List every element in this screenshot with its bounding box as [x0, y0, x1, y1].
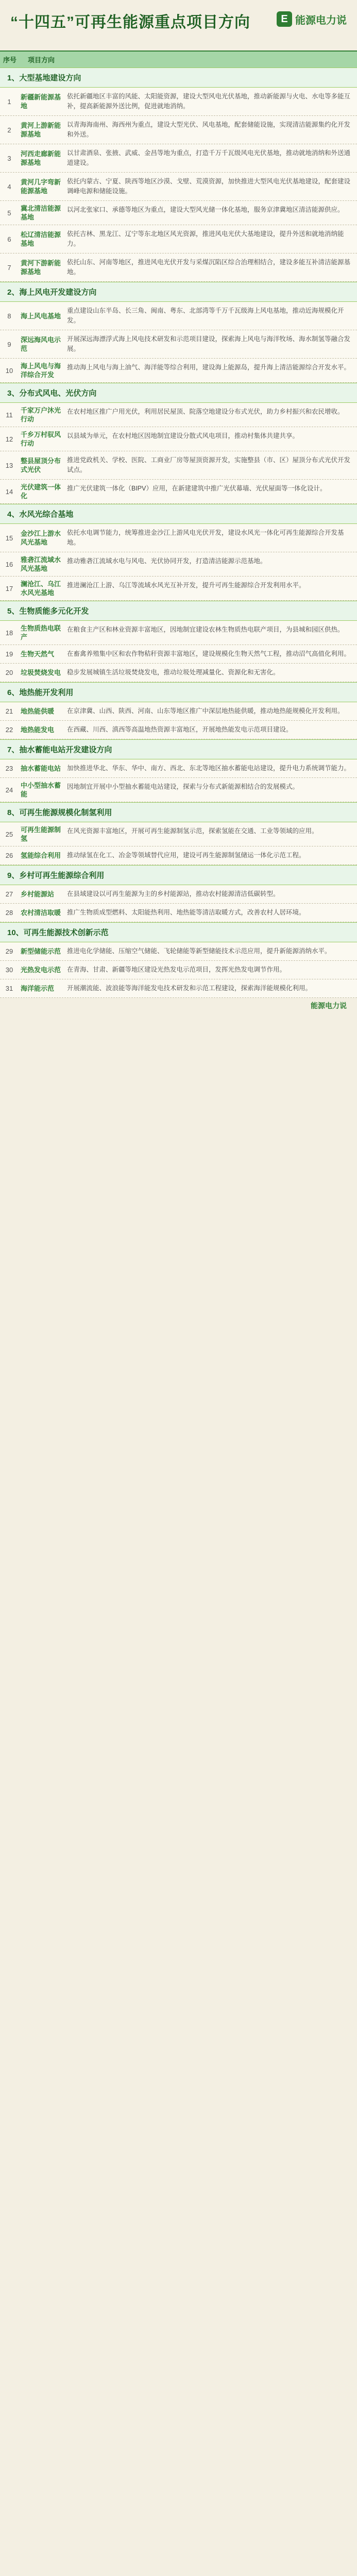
- column-header: [0, 50, 357, 67]
- row-direction: 千家万户沐光行动: [21, 406, 61, 423]
- row-number: 9: [7, 340, 11, 348]
- row-direction: 黄河上游新能源基地: [21, 122, 61, 138]
- row-number: 28: [5, 909, 13, 917]
- row-number: 3: [7, 154, 11, 162]
- row-description: 推进电化学储能、压缩空气储能、飞轮储能等新型储能技术示范应用，提升新能源消纳水平。: [67, 947, 331, 955]
- table-row: [0, 942, 357, 961]
- row-description: 在京津冀、山西、陕西、河南、山东等地区推广中深层地热能供暖，推动地热能规模化开发利用。: [67, 707, 344, 715]
- row-number: 4: [7, 182, 11, 191]
- table-row: [0, 524, 357, 552]
- sections: [0, 67, 357, 998]
- table-row: [0, 904, 357, 922]
- table-row: [0, 961, 357, 979]
- table-row: [0, 552, 357, 577]
- section-title: 6、地热能开发利用: [0, 682, 357, 702]
- row-description: 在西藏、川西、滇西等高温地热资源丰富地区，开展地热能发电示范项目建设。: [67, 726, 293, 733]
- row-description: 开展深远海漂浮式海上风电技术研发和示范项目建设，探索海上风电与海洋牧场、海水制氢等融合发展。: [67, 335, 351, 352]
- row-description: 因地制宜开展中小型抽水蓄能电站建设，探索与分布式新能源相结合的发展模式。: [67, 783, 299, 790]
- column-direction: 项目方向: [28, 56, 55, 64]
- row-description: 依托山东、河南等地区，推进风电光伏开发与采煤沉陷区综合治理相结合，建设多能互补清洁能源基地。: [67, 259, 351, 276]
- row-direction: 生物质热电联产: [21, 624, 61, 641]
- header: [0, 0, 357, 50]
- table-row: [0, 822, 357, 846]
- row-direction: 澜沧江、乌江水风光基地: [21, 580, 61, 597]
- row-direction: 中小型抽水蓄能: [21, 782, 61, 798]
- row-description: 在畜禽养殖集中区和农作物秸秆资源丰富地区，建设规模化生物天然气工程，推动沼气高值化利用。: [67, 650, 351, 657]
- row-number: 27: [5, 890, 13, 898]
- section-title: 4、水风光综合基地: [0, 504, 357, 524]
- row-number: 29: [5, 947, 13, 955]
- row-description: 推动绿氢在化工、冶金等领域替代应用，建设可再生能源制氢储运一体化示范工程。: [67, 852, 305, 859]
- table-row: [0, 577, 357, 601]
- table-row: [0, 645, 357, 664]
- row-direction: 地热能供暖: [21, 707, 55, 715]
- row-number: 21: [5, 707, 13, 715]
- table-row: [0, 330, 357, 359]
- row-number: 8: [7, 312, 11, 320]
- row-direction: 黄河下游新能源基地: [21, 259, 61, 276]
- row-description: 以河北张家口、承德等地区为重点，建设大型风光储一体化基地，服务京津冀地区清洁能源供应。: [67, 206, 344, 213]
- table-row: [0, 979, 357, 998]
- row-description: 加快推进华北、华东、华中、南方、西北、东北等地区抽水蓄能电站建设，提升电力系统调节能力。: [67, 765, 351, 772]
- row-direction: 垃圾焚烧发电: [21, 669, 61, 676]
- row-number: 22: [5, 726, 13, 734]
- table-row: [0, 702, 357, 721]
- row-direction: 新型储能示范: [21, 947, 61, 955]
- row-direction: 可再生能源制氢: [21, 826, 61, 842]
- row-direction: 海上风电与海洋综合开发: [21, 362, 61, 379]
- table-row: [0, 116, 357, 144]
- row-direction: 抽水蓄能电站: [21, 765, 61, 772]
- table-row: [0, 253, 357, 282]
- row-number: 11: [6, 411, 13, 419]
- row-number: 1: [7, 97, 11, 106]
- row-direction: 松辽清洁能源基地: [21, 231, 61, 247]
- row-number: 15: [5, 534, 13, 542]
- table-row: [0, 759, 357, 778]
- row-direction: 雅砻江流域水风光基地: [21, 556, 61, 572]
- row-number: 30: [5, 966, 13, 974]
- section-title: 9、乡村可再生能源综合利用: [0, 865, 357, 885]
- row-number: 25: [5, 830, 13, 838]
- row-number: 26: [5, 852, 13, 859]
- row-direction: 氢能综合利用: [21, 852, 61, 859]
- row-description: 开展潮流能、波浪能等海洋能发电技术研发和示范工程建设，探索海洋能规模化利用。: [67, 985, 312, 992]
- row-description: 依托水电调节能力，统筹推进金沙江上游风电光伏开发，建设水风光一体化可再生能源综合开发基地。: [67, 529, 344, 546]
- row-description: 在青海、甘肃、新疆等地区建设光热发电示范项目，发挥光热发电调节作用。: [67, 966, 286, 973]
- logo: [277, 11, 347, 27]
- footer-brand: 能源电力说: [311, 1002, 347, 1010]
- row-direction: 新疆新能源基地: [21, 93, 61, 110]
- section-title: 1、大型基地建设方向: [0, 67, 357, 88]
- logo-text: 能源电力说: [295, 14, 347, 26]
- row-direction: 千乡万村驭风行动: [21, 431, 61, 447]
- section-title: 7、抽水蓄能电站开发建设方向: [0, 739, 357, 759]
- row-number: 5: [7, 209, 11, 217]
- section-title: 2、海上风电开发建设方向: [0, 282, 357, 302]
- section-title: 10、可再生能源技术创新示范: [0, 922, 357, 942]
- table-row: [0, 721, 357, 739]
- row-number: 7: [7, 263, 11, 272]
- table-row: [0, 846, 357, 865]
- column-no: 序号: [3, 56, 17, 64]
- column-description: [72, 52, 357, 67]
- row-number: 24: [5, 786, 13, 794]
- table-row: [0, 403, 357, 427]
- table-row: [0, 201, 357, 225]
- row-description: 推广生物质成型燃料、太阳能热利用、地热能等清洁取暖方式，改善农村人居环境。: [67, 909, 305, 916]
- row-direction: 黄河几字弯新能源基地: [21, 178, 61, 195]
- row-description: 以县域为单元，在农村地区因地制宜建设分散式风电项目，推动村集体共建共享。: [67, 432, 299, 439]
- section-title: 5、生物质能多元化开发: [0, 601, 357, 621]
- row-direction: 冀北清洁能源基地: [21, 205, 61, 221]
- row-description: 以青海海南州、海西州为重点，建设大型光伏、风电基地，配套储能设施，实现清洁能源集约化开发和外送。: [67, 121, 351, 138]
- table-row: [0, 173, 357, 201]
- row-description: 在县域建设以可再生能源为主的乡村能源站，推动农村能源清洁低碳转型。: [67, 890, 280, 897]
- row-description: 在风光资源丰富地区，开展可再生能源制氢示范，探索氢能在交通、工业等领域的应用。: [67, 827, 318, 835]
- row-direction: 生物天然气: [21, 650, 55, 658]
- row-number: 6: [7, 235, 11, 243]
- row-number: 10: [5, 366, 13, 375]
- table-row: [0, 427, 357, 451]
- row-description: 在粮食主产区和林业资源丰富地区，因地制宜建设农林生物质热电联产项目，为县城和园区供热。: [67, 626, 344, 633]
- row-direction: 乡村能源站: [21, 890, 55, 898]
- row-description: 依托内蒙古、宁夏、陕西等地区沙漠、戈壁、荒漠资源，加快推进大型风电光伏基地建设，配套建设调峰电源和储能设施。: [67, 178, 351, 195]
- row-direction: 地热能发电: [21, 726, 55, 734]
- table-row: [0, 302, 357, 330]
- row-number: 13: [5, 461, 13, 469]
- row-description: 推进澜沧江上游、乌江等流域水风光互补开发，提升可再生能源综合开发利用水平。: [67, 582, 305, 589]
- row-direction: 海上风电基地: [21, 312, 61, 320]
- row-description: 推动海上风电与海上油气、海洋能等综合利用，建设海上能源岛，提升海上清洁能源综合开发水平。: [67, 364, 351, 371]
- footer: [0, 998, 357, 1013]
- logo-icon: E: [277, 11, 292, 27]
- section-title: 3、分布式风电、光伏方向: [0, 383, 357, 403]
- row-number: 23: [5, 765, 13, 772]
- row-number: 20: [5, 669, 13, 676]
- row-direction: 光伏建筑一体化: [21, 483, 61, 500]
- row-number: 14: [5, 487, 13, 496]
- row-description: 在农村地区推广户用光伏，利用居民屋顶、院落空地建设分布式光伏，助力乡村振兴和农民增收。: [67, 408, 344, 415]
- row-direction: 整县屋顶分布式光伏: [21, 457, 61, 473]
- page-title: “十四五”可再生能源重点项目方向: [10, 14, 250, 31]
- table-row: [0, 664, 357, 682]
- row-description: 依托新疆地区丰富的风能、太阳能资源，建设大型风电光伏基地，推动新能源与火电、水电等多能互补，提高新能源外送比例，促进就地消纳。: [67, 93, 351, 110]
- page: [0, 0, 357, 1013]
- row-direction: 河西走廊新能源基地: [21, 150, 61, 166]
- row-direction: 海洋能示范: [21, 985, 55, 992]
- table-row: [0, 451, 357, 480]
- row-description: 推动雅砻江流域水电与风电、光伏协同开发，打造清洁能源示范基地。: [67, 557, 267, 565]
- row-number: 31: [5, 985, 13, 992]
- row-description: 以甘肃酒泉、张掖、武威、金昌等地为重点，打造千万千瓦级风电光伏基地，推动就地消纳和外送通道建设。: [67, 149, 351, 166]
- row-number: 17: [5, 584, 13, 592]
- row-direction: 金沙江上游水风光基地: [21, 530, 61, 546]
- table-row: [0, 778, 357, 802]
- table-row: [0, 225, 357, 253]
- row-description: 稳步发展城镇生活垃圾焚烧发电，推动垃圾处理减量化、资源化和无害化。: [67, 669, 280, 676]
- row-number: 18: [5, 629, 13, 637]
- row-number: 2: [7, 126, 11, 134]
- table-row: [0, 88, 357, 116]
- row-number: 16: [5, 560, 13, 568]
- row-number: 19: [5, 650, 13, 658]
- row-direction: 光热发电示范: [21, 966, 61, 974]
- table-row: [0, 480, 357, 504]
- table-row: [0, 885, 357, 904]
- section-title: 8、可再生能源规模化制氢利用: [0, 802, 357, 822]
- row-number: 12: [5, 435, 13, 443]
- table-row: [0, 359, 357, 383]
- table-row: [0, 144, 357, 173]
- row-description: 重点建设山东半岛、长三角、闽南、粤东、北部湾等千万千瓦级海上风电基地，推动近海规模化开发。: [67, 307, 344, 324]
- row-description: 推广光伏建筑一体化（BIPV）应用，在新建建筑中推广光伏幕墙、光伏屋面等一体化设计。: [67, 485, 327, 492]
- row-direction: 深远海风电示范: [21, 336, 61, 352]
- table-row: [0, 621, 357, 645]
- row-description: 依托吉林、黑龙江、辽宁等东北地区风光资源，推进风电光伏大基地建设，提升外送和就地消纳能力。: [67, 230, 344, 247]
- row-direction: 农村清洁取暖: [21, 909, 61, 917]
- row-description: 推进党政机关、学校、医院、工商业厂房等屋顶资源开发，实施整县（市、区）屋顶分布式光伏开发试点。: [67, 456, 351, 473]
